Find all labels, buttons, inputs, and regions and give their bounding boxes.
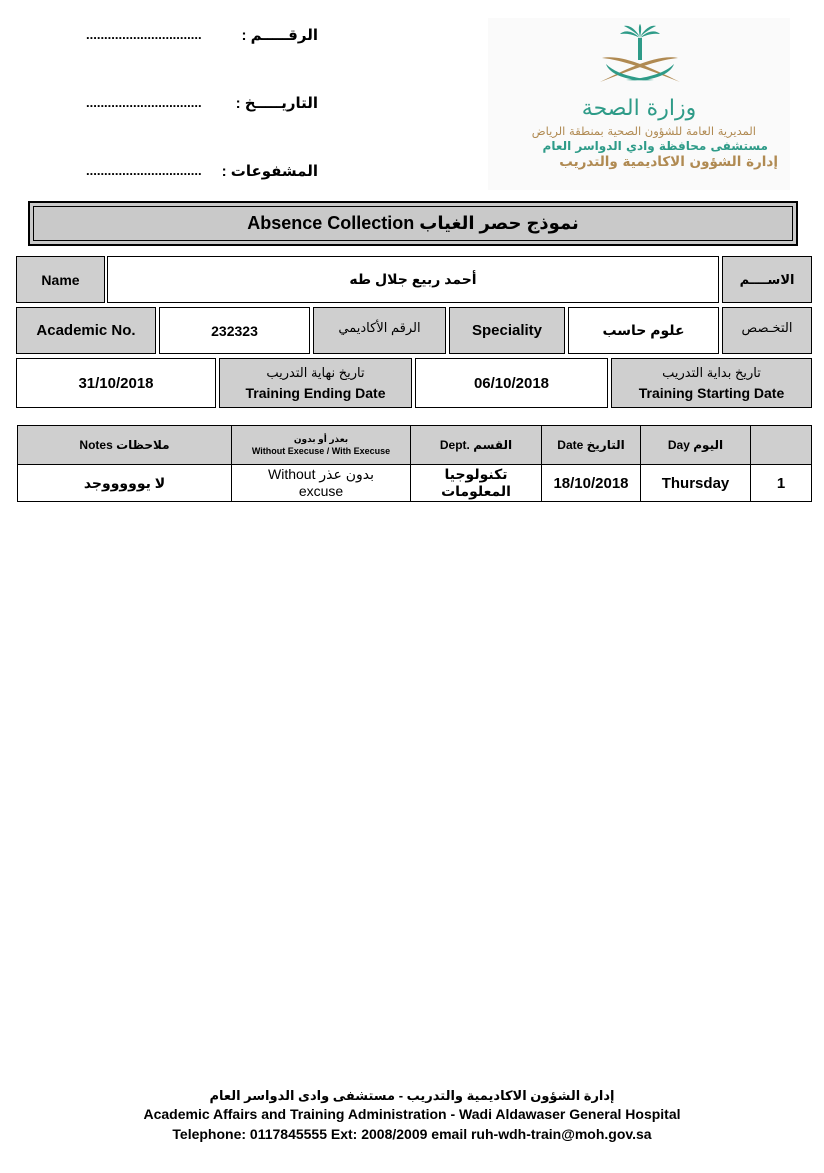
end-date-value: 31/10/2018	[16, 358, 216, 408]
col-day: Day اليوم	[641, 426, 751, 465]
academic-label-en: Academic No.	[16, 307, 156, 354]
end-date-label-en: Training Ending Date	[245, 385, 386, 401]
form-title-box	[28, 201, 798, 246]
speciality-value: علوم حاسب	[568, 307, 719, 354]
number-line	[86, 24, 318, 46]
form-title-ar: نموذج حصر الغياب	[419, 213, 579, 233]
footer-contact: Telephone: 0117845555 Ext: 2008/2009 email ruh-wdh-train@moh.gov.sa	[172, 1126, 652, 1142]
start-date-label-ar: تاريخ بداية التدريب	[662, 365, 761, 380]
number-dots: ................................	[86, 27, 202, 42]
footer-arabic: إدارة الشؤون الاكاديمية والتدريب - مستشفى وادى الدواسر العام	[209, 1088, 615, 1103]
directorate-name: المديرية العامة للشؤون الصحية بمنطقة الرياض	[531, 124, 756, 138]
row-day: Thursday	[641, 465, 751, 502]
col-num	[751, 426, 812, 465]
row-date: 18/10/2018	[542, 465, 641, 502]
row-excuse	[232, 465, 411, 502]
name-label-ar: الاســــم	[722, 256, 812, 303]
speciality-label-en: Speciality	[449, 307, 565, 354]
table-row	[18, 465, 812, 502]
col-notes: Notes ملاحظات	[18, 426, 232, 465]
number-label: الرقـــــم :	[241, 27, 318, 44]
row-dept: تكنولوجيا المعلومات	[411, 465, 542, 502]
palm-swords-emblem-icon	[592, 24, 688, 94]
form-title-en: Absence Collection	[247, 213, 415, 233]
absence-table	[17, 425, 812, 502]
start-date-label-en: Training Starting Date	[638, 385, 785, 401]
col-dept: Dept. القسم	[411, 426, 542, 465]
footer-english: Academic Affairs and Training Administration - Wadi Aldawaser General Hospital	[143, 1106, 681, 1122]
end-date-label-ar: تاريخ نهاية التدريب	[266, 365, 365, 380]
row-excuse-line1: Without بدون عذر	[268, 466, 374, 482]
name-value: أحمد ربيع جلال طه	[107, 256, 719, 303]
row-notes: لا يوووووجد	[18, 465, 232, 502]
attachments-label: المشفوعات :	[221, 163, 318, 180]
ministry-name: وزارة الصحة	[581, 96, 697, 121]
attachments-dots: ................................	[86, 163, 202, 178]
date-dots: ................................	[86, 95, 202, 110]
administration-name: إدارة الشؤون الاكاديمية والتدريب	[559, 154, 778, 170]
start-date-label	[611, 358, 812, 408]
ministry-logo	[488, 18, 790, 190]
col-excuse-en: Without Execuse / With Execuse	[251, 446, 391, 456]
col-excuse-ar: بعذر أو بدون	[293, 434, 349, 444]
hospital-name: مستشفى محافظة وادي الدواسر العام	[542, 139, 768, 153]
table-header-row	[18, 426, 812, 465]
academic-label-ar: الرقم الأكاديمي	[313, 307, 446, 354]
col-excuse	[232, 426, 411, 465]
row-excuse-line2: excuse	[298, 483, 344, 499]
date-label: التاريـــــخ :	[235, 95, 318, 112]
name-label-en: Name	[16, 256, 105, 303]
date-line	[86, 92, 318, 114]
start-date-value: 06/10/2018	[415, 358, 608, 408]
speciality-label-ar: التخـصص	[722, 307, 812, 354]
col-date: Date التاريخ	[542, 426, 641, 465]
academic-value: 232323	[159, 307, 310, 354]
end-date-label	[219, 358, 412, 408]
attachments-line	[86, 160, 318, 182]
row-num: 1	[751, 465, 812, 502]
